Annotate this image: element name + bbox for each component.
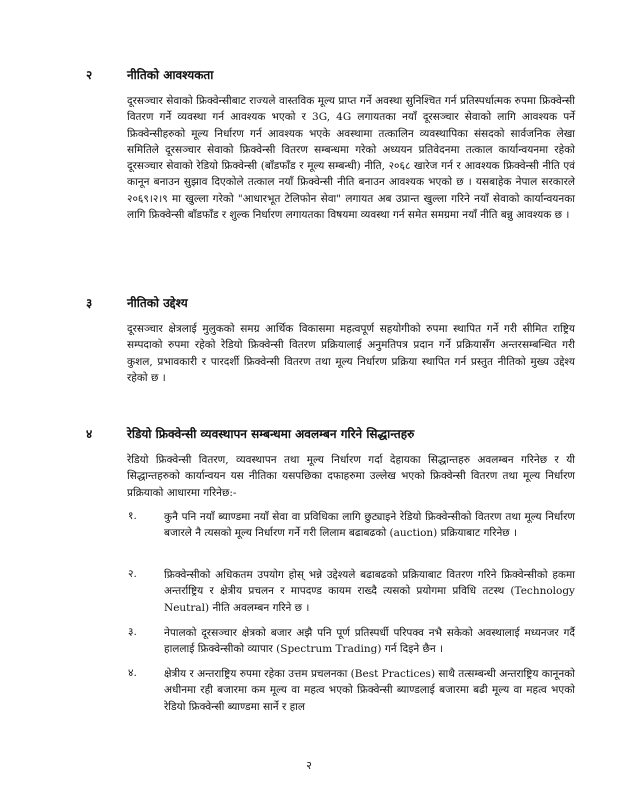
- list-item-number: १.: [128, 510, 137, 522]
- list-item-text: फ्रिक्वेन्सीको अधिकतम उपयोग होस् भन्ने उद्देश्यले बढाबढको प्रक्रियाबाट वितरण गरिने फ्रिक्वेन्सीको हकमा अन्तर्राष्ट्रिय र क्षेत्रीय प्रचलन र मापदण्ड कायम राख्दै त्यसको प्रयोगमा प्रविधि तटस्थ (Technology Neutral) नीति अवलम्बन गरिने छ ।: [164, 569, 575, 614]
- section-heading: नीतिको उद्देश्य: [127, 296, 188, 310]
- section-heading: नीतिको आवश्यकता: [127, 68, 214, 82]
- page-number: २: [306, 759, 312, 772]
- section-paragraph: दूरसञ्चार सेवाको फ्रिक्वेन्सीबाट राज्यले वास्तविक मूल्य प्राप्त गर्ने अवस्था सुनिश्चित गर्न प्रतिस्पर्धात्मक रुपमा फ्रिक्वेन्सी वितरण गर्ने व्यवस्था गर्न आवश्यक भएको र 3G, 4G लगायतका नयाँ दूरसञ्चार सेवाको लागि आवश्यक पर्ने फ्रिक्वेन्सीहरुको मूल्य निर्धारण गर्न आवश्यक भएके अवस्थामा तत्कालिन व्यवस्थापिका संसदको सार्वजनिक लेखा समितिले दूरसञ्चार सेवाको फ्रिक्वेन्सी वितरण सम्बन्धमा गरेको अध्ययन प्रतिवेदनमा तत्काल कार्यान्वयनमा रहेको दूरसञ्चार सेवाको रेडियो फ्रिक्वेन्सी (बाँडफाँड र मूल्य सम्बन्धी) नीति, २०६८ खारेज गर्न र आवश्यक फ्रिक्वेन्सी नीति एवं कानून बनाउन सुझाव दिएकोले तत्काल नयाँ फ्रिक्वेन्सी नीति बनाउन आवश्यक भएको छ । यसबाहेक नेपाल सरकारले २०६९।२।९ मा खुल्ला गरेको "आधारभूत टेलिफोन सेवा" लगायत अब उप्रान्त खुल्ला गरिने नयाँ सेवाको कार्यान्वयनका लागि फ्रिक्वेन्सी बाँडफाँड र शुल्क निर्धारण लगायतका विषयमा व्यवस्था गर्न समेत समग्रमा नयाँ नीति बन्नु आवश्यक छ ।: [127, 95, 575, 222]
- section-number: ३: [86, 296, 93, 310]
- section-paragraph: दूरसञ्चार क्षेत्रलाई मुलुकको समग्र आर्थिक विकासमा महत्वपूर्ण सहयोगीको रुपमा स्थापित गर्ने गरी सीमित राष्ट्रिय सम्पदाको रुपमा रहेको रेडियो फ्रिक्वेन्सी वितरण प्रक्रियालाई अनुमतिपत्र प्रदान गर्ने प्रक्रियासँग अन्तरसम्बन्धित गरी कुशल, प्रभावकारी र पारदर्शी फ्रिक्वेन्सी वितरण तथा मूल्य निर्धारण प्रक्रिया स्थापित गर्न प्रस्तुत नीतिको मुख्य उद्देश्य रहेको छ ।: [127, 323, 575, 384]
- section-paragraph: रेडियो फ्रिक्वेन्सी वितरण, व्यवस्थापन तथा मूल्य निर्धारण गर्दा देहायका सिद्धान्तहरु अवलम्बन गरिनेछ र यी सिद्धान्तहरुको कार्यान्वयन यस नीतिका यसपछिका दफाहरुमा उल्लेख भएको फ्रिक्वेन्सी वितरण तथा मूल्य निर्धारण प्रक्रियाको आधारमा गरिनेछ:-: [127, 454, 575, 499]
- section-number: २: [86, 68, 93, 82]
- list-item-text: कुनै पनि नयाँ ब्याण्डमा नयाँ सेवा वा प्रविधिका लागि छुट्याइने रेडियो फ्रिक्वेन्सीको वितरण तथा मूल्य निर्धारण बजारले नै त्यसको मूल्य निर्धारण गर्ने गरी लिलाम बढाबढको (auction) प्रक्रियाबाट गरिनेछ ।: [164, 511, 575, 540]
- list-item-number: ३.: [128, 626, 137, 638]
- list-item-number: ४.: [128, 667, 137, 679]
- section-heading: रेडियो फ्रिक्वेन्सी व्यवस्थापन सम्बन्धमा अवलम्बन गरिने सिद्धान्तहरु: [127, 427, 415, 441]
- list-item-text: नेपालको दूरसञ्चार क्षेत्रको बजार अझै पनि पूर्ण प्रतिस्पर्धी परिपक्व नभै सकेको अवस्थालाई मध्यनजर गर्दै हाललाई फ्रिक्वेन्सीको व्यापार (Spectrum Trading) गर्न दिइने छैन ।: [164, 627, 575, 656]
- section-number: ४: [86, 427, 93, 441]
- list-item-number: २.: [128, 568, 137, 580]
- list-item-text: क्षेत्रीय र अन्तराष्ट्रिय रुपमा रहेका उत्तम प्रचलनका (Best Practices) साथै तत्सम्बन्धी अन्तराष्ट्रिय कानूनको अधीनमा रही बजारमा कम मूल्य वा महत्व भएको फ्रिक्वेन्सी ब्याण्डलाई बजारमा बढी मूल्य वा महत्व भएको रेडियो फ्रिक्वेन्सी ब्याण्डमा सार्ने र हाल: [164, 668, 575, 713]
